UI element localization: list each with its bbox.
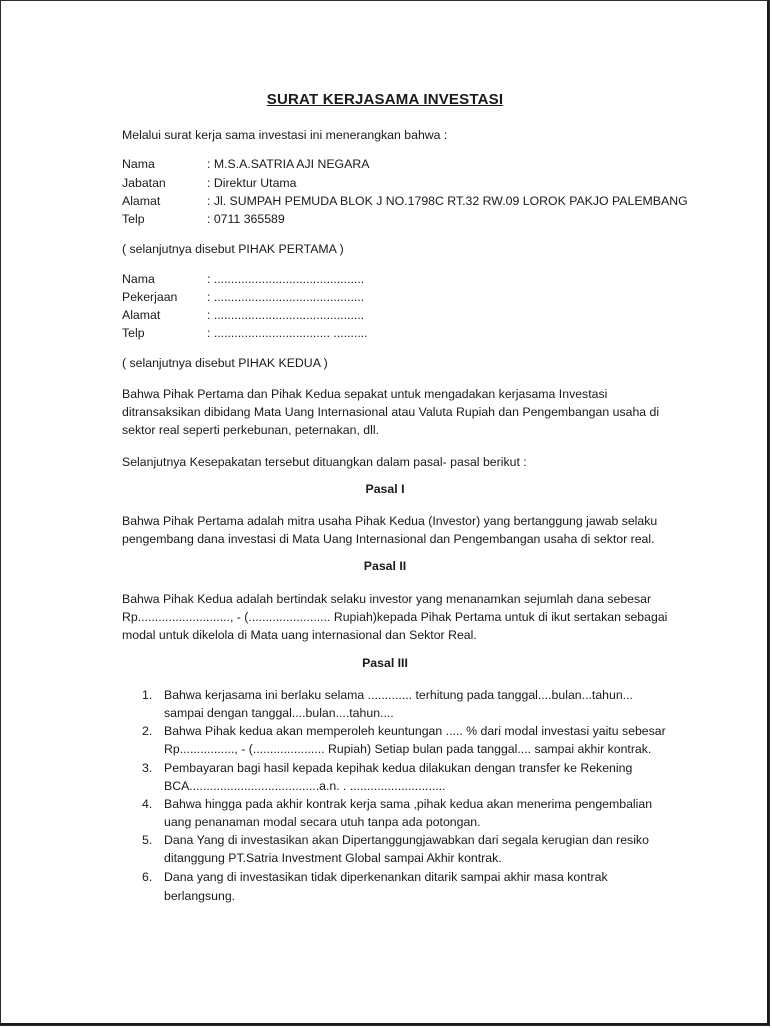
list-item-line: Bahwa kerjasama ini berlaku selama ............. terhitung pada tanggal....bulan...tahun... <box>164 688 633 702</box>
party2-address-label: Alamat <box>122 308 161 322</box>
pasal3-heading: Pasal III <box>362 656 408 670</box>
list-item-number: 3. <box>142 761 153 775</box>
list-item-line: Bahwa Pihak kedua akan memperoleh keuntungan ..... % dari modal investasi yaitu sebesar <box>164 724 666 738</box>
intro-text: Melalui surat kerja sama investasi ini menerangkan bahwa : <box>122 128 448 142</box>
list-item-line: sampai dengan tanggal....bulan....tahun.... <box>164 706 394 720</box>
party1-designation: ( selanjutnya disebut PIHAK PERTAMA ) <box>122 242 344 256</box>
party1-phone-value: : 0711 365589 <box>207 212 285 226</box>
pasal2-line: modal untuk dikelola di Mata uang internasional dan Sektor Real. <box>122 628 477 642</box>
list-item-number: 6. <box>142 870 153 884</box>
pasal2-heading: Pasal II <box>363 559 407 573</box>
list-item-number: 2. <box>142 724 153 738</box>
list-item-line: Dana yang di investasikan tidak diperkenankan ditarik sampai akhir masa kontrak <box>164 870 608 884</box>
party1-phone-label: Telp <box>122 212 145 226</box>
party1-address-value: : Jl. SUMPAH PEMUDA BLOK J NO.1798C RT.32 RW.09 LOROK PAKJO PALEMBANG <box>207 194 688 208</box>
continuation-text: Selanjutnya Kesepakatan tersebut dituangkan dalam pasal- pasal berikut : <box>122 455 527 469</box>
party2-occupation-label: Pekerjaan <box>122 290 178 304</box>
agreement-line: Bahwa Pihak Pertama dan Pihak Kedua sepakat untuk mengadakan kerjasama Investasi <box>122 387 608 401</box>
party2-occupation-value: : ............................................ <box>207 290 365 304</box>
list-item-number: 5. <box>142 833 153 847</box>
pasal1-line: Bahwa Pihak Pertama adalah mitra usaha Pihak Kedua (Investor) yang bertanggung jawab selaku <box>122 514 658 528</box>
party2-designation: ( selanjutnya disebut PIHAK KEDUA ) <box>122 356 328 370</box>
pasal2-line: Bahwa Pihak Kedua adalah bertindak selaku investor yang menanamkan sejumlah dana sebesar <box>122 592 652 606</box>
pasal1-line: pengembang dana investasi di Mata Uang Internasional dan Pengembangan usaha di sektor real. <box>122 532 655 546</box>
party2-phone-value: : .................................. .......... <box>207 326 368 340</box>
party2-address-value: : ............................................ <box>207 308 365 322</box>
agreement-line: sektor real seperti perkebunan, peternakan, dll. <box>122 423 380 437</box>
pasal1-heading: Pasal I <box>365 482 405 496</box>
list-item-line: BCA......................................a.n. . ............................ <box>164 779 446 793</box>
list-item-line: Rp................, - (..................... Rupiah) Setiap bulan pada tanggal.... sampai akhir kontrak. <box>164 742 652 756</box>
list-item-line: Bahwa hingga pada akhir kontrak kerja sama ,pihak kedua akan menerima pengembalian <box>164 797 653 811</box>
list-item-line: Dana Yang di investasikan akan Dipertanggungjawabkan dari segala kerugian dan resiko <box>164 833 649 847</box>
list-item-line: berlangsung. <box>164 889 236 903</box>
party1-name-label: Nama <box>122 157 155 171</box>
party1-address-label: Alamat <box>122 194 161 208</box>
party1-position-label: Jabatan <box>122 176 166 190</box>
party1-name-value: : M.S.A.SATRIA AJI NEGARA <box>207 157 370 171</box>
list-item-number: 4. <box>142 797 153 811</box>
party2-phone-label: Telp <box>122 326 145 340</box>
list-item-line: Pembayaran bagi hasil kepada kepihak kedua dilakukan dengan transfer ke Rekening <box>164 761 633 775</box>
list-item-line: uang penanaman modal secara utuh tanpa ada potongan. <box>164 815 481 829</box>
party2-name-value: : ............................................ <box>207 272 365 286</box>
pasal2-line: Rp..........................., - (........................ Rupiah)kepada Pihak Pertama untuk di ikut sertakan sebagai <box>122 610 668 624</box>
agreement-line: ditransaksikan dibidang Mata Uang Internasional atau Valuta Rupiah dan Pengembangan usaha di <box>122 405 660 419</box>
list-item-number: 1. <box>142 688 153 702</box>
list-item-line: ditanggung PT.Satria Investment Global sampai Akhir kontrak. <box>164 851 502 865</box>
party1-position-value: : Direktur Utama <box>207 176 297 190</box>
party2-name-label: Nama <box>122 272 155 286</box>
document-title: SURAT KERJASAMA INVESTASI <box>266 91 504 108</box>
